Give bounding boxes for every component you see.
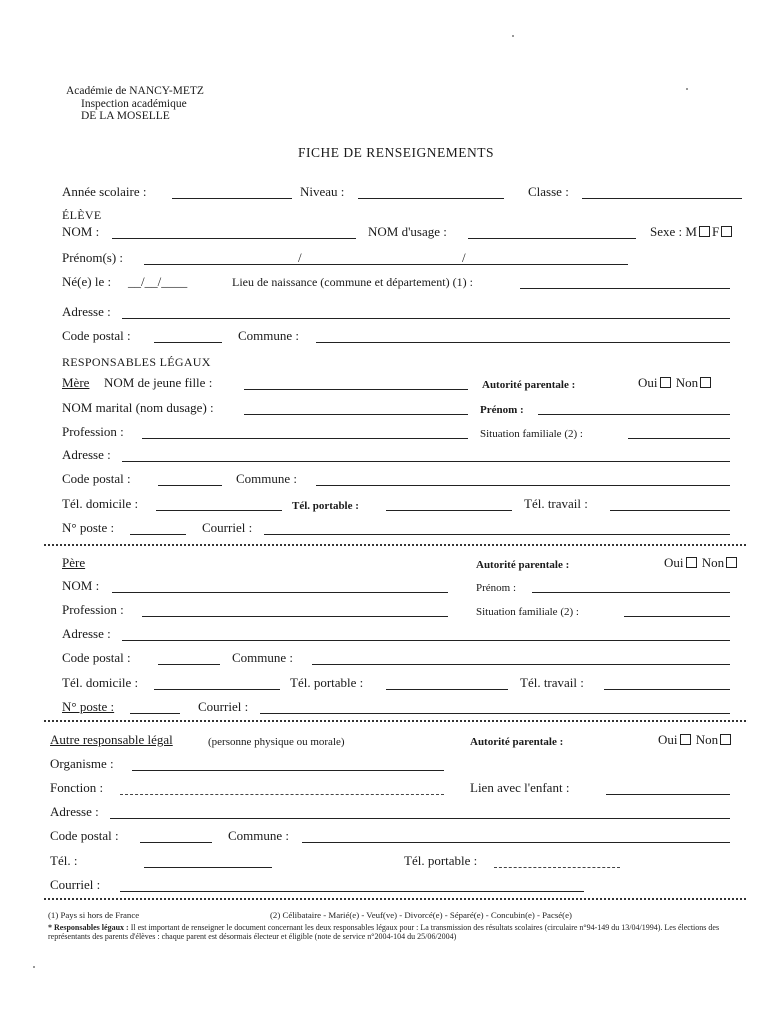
row-father-phones	[48, 675, 742, 693]
row-mother-name	[48, 375, 742, 393]
student-postal-field[interactable]	[154, 342, 222, 343]
student-address-field[interactable]	[122, 318, 730, 319]
father-profession-field[interactable]	[142, 616, 448, 617]
father-authority-label: Autorité parentale :	[476, 559, 570, 571]
child-relation-field[interactable]	[606, 794, 730, 795]
other-phone-field[interactable]	[144, 867, 272, 868]
mother-marital-label: NOM marital (nom dusage) :	[62, 400, 214, 415]
father-authority-options	[664, 555, 739, 571]
student-city-field[interactable]	[316, 342, 730, 343]
function-field[interactable]	[120, 794, 444, 795]
student-heading: ÉLÈVE	[62, 208, 102, 222]
mother-authority-no-label: Non	[675, 375, 699, 390]
birthplace-field[interactable]	[520, 288, 730, 289]
student-name-field[interactable]	[112, 238, 356, 239]
level-label: Niveau :	[300, 184, 345, 199]
class-label: Classe :	[528, 184, 569, 199]
row-student-address	[48, 304, 742, 322]
mother-maiden-field[interactable]	[244, 389, 468, 390]
student-usage-name-label: NOM d'usage :	[368, 224, 447, 239]
mother-home-phone-field[interactable]	[156, 510, 282, 511]
firstnames-separator: /	[298, 250, 302, 265]
other-email-label: Courriel :	[50, 877, 101, 892]
mother-marital-field[interactable]	[244, 414, 468, 415]
other-phone-label: Tél. :	[50, 853, 78, 868]
function-label: Fonction :	[50, 780, 104, 795]
footnote-guardians	[48, 923, 738, 941]
scan-speck	[33, 966, 35, 968]
mother-profession-field[interactable]	[142, 438, 468, 439]
mother-title: Mère	[62, 375, 90, 390]
father-postal-label: Code postal :	[62, 650, 131, 665]
sex-label	[650, 224, 734, 240]
footnote-guardians-text: Il est important de renseigner le document concernant les deux responsables légaux pour : La transmission des résultats scolaires (circulaire n°94-149 du 13/04/1994). Les élections des représentants des parents d'élèves : chaque parent est désormais électeur et éligible (note de service n°2004-104 du 25/06/2004)	[48, 923, 720, 941]
other-authority-no-checkbox[interactable]	[720, 734, 731, 745]
father-work-phone-label: Tél. travail :	[520, 675, 584, 690]
mother-email-label: Courriel :	[202, 520, 253, 535]
father-address-label: Adresse :	[62, 626, 111, 641]
row-father-name	[48, 578, 742, 596]
scan-speck	[512, 35, 514, 37]
row-other-organisation	[48, 756, 742, 774]
mother-email-field[interactable]	[264, 534, 730, 535]
inspection-name: Inspection académique	[81, 98, 187, 110]
row-other-address	[48, 804, 742, 822]
mother-authority-no-checkbox[interactable]	[700, 377, 711, 388]
guardians-heading: RESPONSABLES LÉGAUX	[62, 355, 211, 369]
father-email-field[interactable]	[260, 713, 730, 714]
row-other-email	[48, 877, 742, 895]
row-other-function	[48, 780, 742, 798]
row-mother-profession	[48, 424, 742, 442]
father-work-phone-field[interactable]	[604, 689, 730, 690]
firstnames-field[interactable]	[144, 264, 628, 265]
footnote-birthplace: (1) Pays si hors de France	[48, 910, 140, 920]
other-authority-yes-label: Oui	[658, 732, 678, 747]
sex-m-checkbox[interactable]	[699, 226, 710, 237]
mother-firstname-field[interactable]	[538, 414, 730, 415]
father-home-phone-label: Tél. domicile :	[62, 675, 139, 690]
father-firstname-field[interactable]	[532, 592, 730, 593]
firstnames-separator: /	[462, 250, 466, 265]
father-title: Père	[62, 555, 86, 570]
page-title: FICHE DE RENSEIGNEMENTS	[298, 145, 494, 160]
row-student-birth	[48, 274, 742, 292]
row-father-header	[48, 555, 742, 573]
father-city-label: Commune :	[232, 650, 294, 665]
student-usage-name-field[interactable]	[468, 238, 636, 239]
father-home-phone-field[interactable]	[154, 689, 280, 690]
birthdate-field[interactable]: __/__/____	[128, 274, 188, 289]
mother-authority-yes-checkbox[interactable]	[660, 377, 671, 388]
sex-f-checkbox[interactable]	[721, 226, 732, 237]
other-authority-label: Autorité parentale :	[470, 736, 564, 748]
section-divider	[44, 898, 746, 900]
mother-work-phone-label: Tél. travail :	[524, 496, 588, 511]
mother-mobile-label: Tél. portable :	[292, 500, 359, 512]
father-address-field[interactable]	[122, 640, 730, 641]
row-student-postal	[48, 328, 742, 346]
mother-work-phone-field[interactable]	[610, 510, 730, 511]
mother-extension-label: N° poste :	[62, 520, 115, 535]
row-father-profession	[48, 602, 742, 620]
mother-address-field[interactable]	[122, 461, 730, 462]
student-city-label: Commune :	[238, 328, 300, 343]
section-divider	[44, 720, 746, 722]
school-year-field[interactable]	[172, 198, 292, 199]
other-postal-field[interactable]	[140, 842, 212, 843]
mother-postal-label: Code postal :	[62, 471, 131, 486]
mother-authority-options	[638, 375, 713, 391]
row-father-extension	[48, 699, 742, 717]
row-mother-phones	[48, 496, 742, 514]
father-email-label: Courriel :	[198, 699, 249, 714]
row-other-header	[48, 732, 742, 750]
father-situation-field[interactable]	[624, 616, 730, 617]
father-mobile-field[interactable]	[386, 689, 508, 690]
other-authority-options	[658, 732, 733, 748]
other-postal-label: Code postal :	[50, 828, 119, 843]
school-year-label: Année scolaire :	[62, 184, 147, 199]
row-other-phones	[48, 853, 742, 871]
father-city-field[interactable]	[312, 664, 730, 665]
student-postal-label: Code postal :	[62, 328, 131, 343]
row-mother-address	[48, 447, 742, 465]
mother-postal-field[interactable]	[158, 485, 222, 486]
mother-maiden-label: NOM de jeune fille :	[104, 375, 213, 390]
mother-city-label: Commune :	[236, 471, 298, 486]
student-address-label: Adresse :	[62, 304, 111, 319]
birthdate-label: Né(e) le :	[62, 274, 112, 289]
other-email-field[interactable]	[120, 891, 584, 892]
department-name: DE LA MOSELLE	[81, 110, 170, 122]
child-relation-label: Lien avec l'enfant :	[470, 780, 570, 795]
row-father-address	[48, 626, 742, 644]
row-student-firstnames	[48, 250, 742, 268]
row-student-name	[48, 224, 742, 242]
footnote-guardians-heading: * Responsables légaux :	[48, 923, 129, 932]
mother-authority-label: Autorité parentale :	[482, 379, 576, 391]
father-mobile-label: Tél. portable :	[290, 675, 364, 690]
row-mother-marital	[48, 400, 742, 418]
row-father-postal	[48, 650, 742, 668]
row-mother-postal	[48, 471, 742, 489]
other-city-field[interactable]	[302, 842, 730, 843]
mother-extension-field[interactable]	[130, 534, 186, 535]
academy-name: Académie de NANCY-METZ	[66, 85, 204, 97]
father-authority-no-label: Non	[701, 555, 725, 570]
father-name-field[interactable]	[112, 592, 448, 593]
sex-m-label: Sexe : M	[650, 224, 697, 239]
other-authority-yes-checkbox[interactable]	[680, 734, 691, 745]
mother-profession-label: Profession :	[62, 424, 124, 439]
mother-firstname-label: Prénom :	[480, 404, 524, 416]
mother-authority-yes-label: Oui	[638, 375, 658, 390]
row-mother-extension	[48, 520, 742, 538]
mother-situation-label: Situation familiale (2) :	[480, 428, 583, 440]
father-situation-label: Situation familiale (2) :	[476, 606, 579, 618]
level-field[interactable]	[358, 198, 504, 199]
father-postal-field[interactable]	[158, 664, 220, 665]
footnote-family-status: (2) Célibataire - Marié(e) - Veuf(ve) - Divorcé(e) - Séparé(e) - Concubin(e) - Pacsé(e)	[270, 910, 572, 920]
father-authority-no-checkbox[interactable]	[726, 557, 737, 568]
section-divider	[44, 544, 746, 546]
father-firstname-label: Prénom :	[476, 582, 517, 594]
mother-home-phone-label: Tél. domicile :	[62, 496, 139, 511]
mother-address-label: Adresse :	[62, 447, 111, 462]
other-guardian-note: (personne physique ou morale)	[208, 736, 345, 748]
student-name-label: NOM :	[62, 224, 100, 239]
scan-speck	[686, 88, 688, 90]
father-name-label: NOM :	[62, 578, 100, 593]
other-mobile-field[interactable]	[494, 867, 620, 868]
organisation-field[interactable]	[132, 770, 444, 771]
row-other-postal	[48, 828, 742, 846]
father-profession-label: Profession :	[62, 602, 124, 617]
mother-mobile-field[interactable]	[386, 510, 512, 511]
father-authority-yes-label: Oui	[664, 555, 684, 570]
father-authority-yes-checkbox[interactable]	[686, 557, 697, 568]
other-guardian-title: Autre responsable légal	[50, 732, 173, 747]
mother-situation-field[interactable]	[628, 438, 730, 439]
other-city-label: Commune :	[228, 828, 290, 843]
sex-f-label: F	[711, 224, 720, 239]
father-extension-label: N° poste :	[62, 699, 115, 714]
other-mobile-label: Tél. portable :	[404, 853, 478, 868]
organisation-label: Organisme :	[50, 756, 114, 771]
mother-city-field[interactable]	[316, 485, 730, 486]
other-address-field[interactable]	[110, 818, 730, 819]
birthplace-label: Lieu de naissance (commune et département) (1) :	[232, 275, 473, 289]
other-authority-no-label: Non	[695, 732, 719, 747]
father-extension-field[interactable]	[130, 713, 180, 714]
row-school-year	[48, 184, 742, 202]
firstnames-label: Prénom(s) :	[62, 250, 124, 265]
other-address-label: Adresse :	[50, 804, 99, 819]
class-field[interactable]	[582, 198, 742, 199]
